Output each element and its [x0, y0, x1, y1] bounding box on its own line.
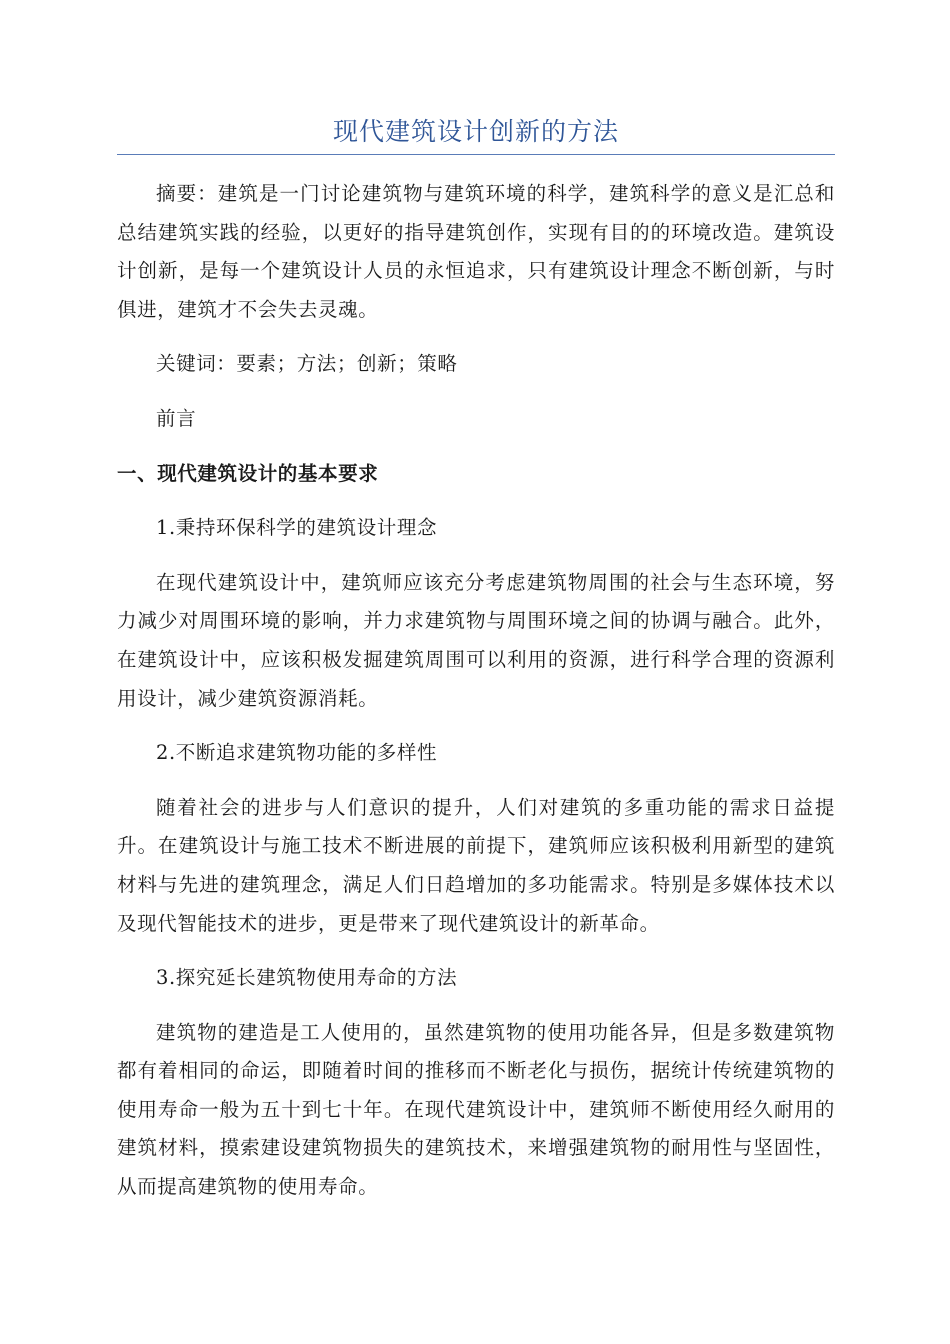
preface-heading: 前言	[156, 406, 197, 430]
subsection-heading: 1.秉持环保科学的建筑设计理念	[156, 516, 438, 540]
section-heading: 一、现代建筑设计的基本要求	[117, 461, 379, 485]
document-page	[117, 112, 835, 1207]
body-paragraph: 随着社会的进步与人们意识的提升，人们对建筑的多重功能的需求日益提升。在建筑设计与施工技术不断进展的前提下，建筑师应该积极利用新型的建筑材料与先进的建筑理念，满足人们日趋增加的多功能需求。特别是多媒体技术以及现代智能技术的进步，更是带来了现代建筑设计的新革命。	[117, 795, 835, 935]
keywords-line: 关键词：要素；方法；创新；策略	[156, 352, 458, 376]
subsection-heading: 3.探究延长建筑物使用寿命的方法	[156, 966, 458, 990]
document-title: 现代建筑设计创新的方法	[332, 117, 619, 146]
title-underline	[117, 154, 835, 155]
body-paragraph: 建筑物的建造是工人使用的，虽然建筑物的使用功能各异，但是多数建筑物都有着相同的命运，即随着时间的推移而不断老化与损伤，据统计传统建筑物的使用寿命一般为五十到七十年。在现代建筑设计中，建筑师不断使用经久耐用的建筑材料，摸索建设建筑物损失的建筑技术，来增强建筑物的耐用性与坚固性，从而提高建筑物的使用寿命。	[117, 1020, 835, 1199]
subsection-heading: 2.不断追求建筑物功能的多样性	[156, 741, 438, 765]
abstract-paragraph: 摘要：建筑是一门讨论建筑物与建筑环境的科学，建筑科学的意义是汇总和总结建筑实践的经验，以更好的指导建筑创作，实现有目的的环境改造。建筑设计创新，是每一个建筑设计人员的永恒追求，只有建筑设计理念不断创新，与时俱进，建筑才不会失去灵魂。	[117, 182, 835, 321]
body-paragraph: 在现代建筑设计中，建筑师应该充分考虑建筑物周围的社会与生态环境，努力减少对周围环境的影响，并力求建筑物与周围环境之间的协调与融合。此外，在建筑设计中，应该积极发掘建筑周围可以利用的资源，进行科学合理的资源利用设计，减少建筑资源消耗。	[117, 570, 835, 710]
